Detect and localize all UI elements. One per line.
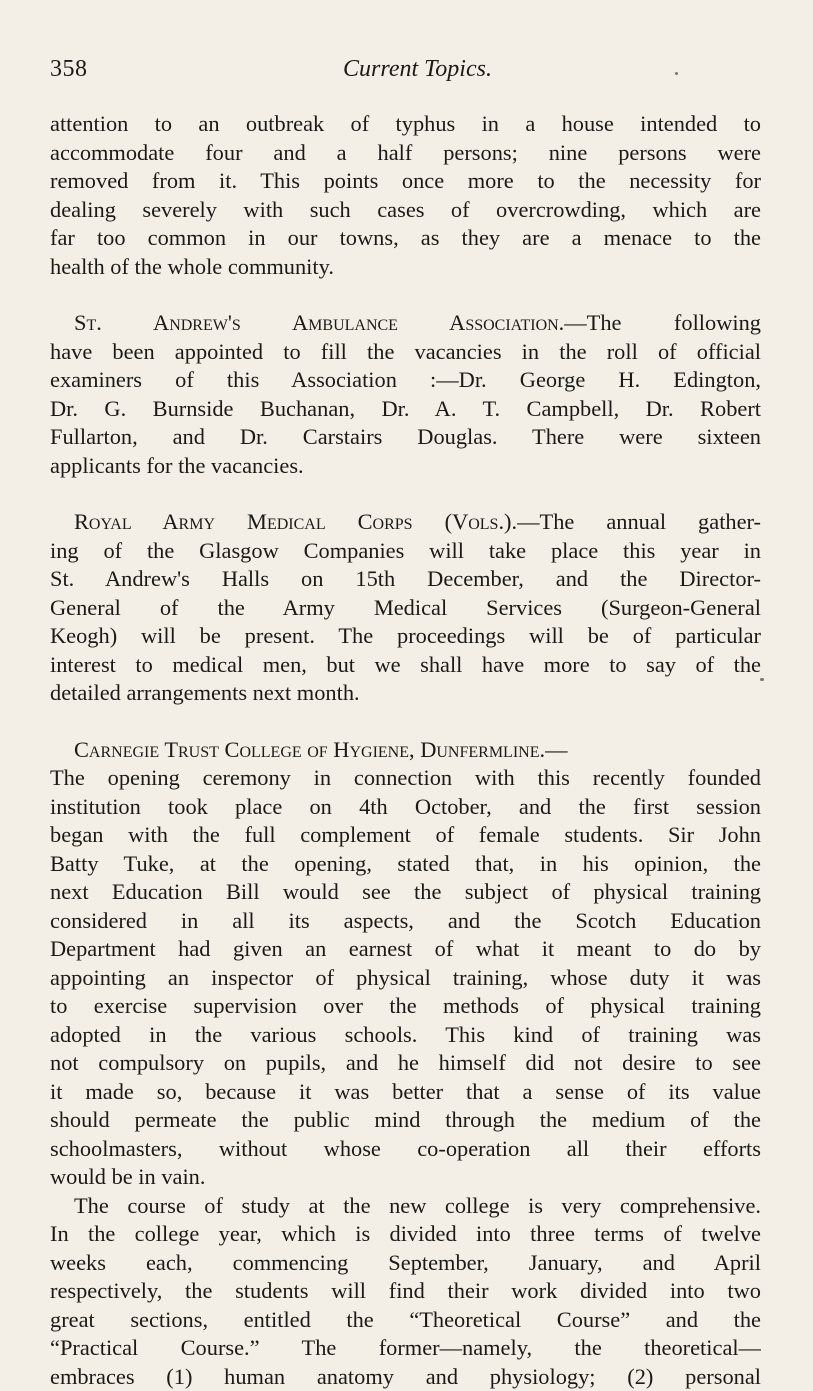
text-run: —The annual gather- [517,509,761,534]
text-line: Department had given an earnest of what it meant to do by [50,935,761,964]
paragraph-gap [50,480,761,508]
paragraph-gap [50,708,761,736]
text-line: embraces (1) human anatomy and physiology; (2) personal [50,1363,761,1391]
text-line: The opening ceremony in connection with this recently founded [50,764,761,793]
text-line: it made so, because it was better that a sense of its value [50,1078,761,1107]
text-line: not compulsory on pupils, and he himself did not desire to see [50,1049,761,1078]
section-heading: St. Andrew's Ambulance Association. [74,310,564,335]
text-line: removed from it. This points once more to the necessity for [50,167,761,196]
text-line: accommodate four and a half persons; nine persons were [50,139,761,168]
text-run: —The following [564,310,761,335]
text-line: applicants for the vacancies. [50,452,761,481]
running-head [50,52,761,92]
paragraph-typhus-outbreak [50,110,761,281]
text-line: The course of study at the new college is very comprehensive. [50,1192,761,1221]
paragraph-army-medical-corps [50,508,761,708]
text-line: examiners of this Association :—Dr. George H. Edington, [50,366,761,395]
ink-speck [760,678,764,681]
text-line: dealing severely with such cases of overcrowding, which are [50,196,761,225]
text-line: Batty Tuke, at the opening, stated that, in his opinion, the [50,850,761,879]
text-line: have been appointed to fill the vacancies in the roll of official [50,338,761,367]
text-line: Fullarton, and Dr. Carstairs Douglas. There were sixteen [50,423,761,452]
text-line: respectively, the students will find their work divided into two [50,1277,761,1306]
text-line: “Practical Course.” The former—namely, the theoretical— [50,1334,761,1363]
text-line: should permeate the public mind through the medium of the [50,1106,761,1135]
text-line: great sections, entitled the “Theoretical Course” and the [50,1306,761,1335]
text-line: began with the full complement of female students. Sir John [50,821,761,850]
text-line: adopted in the various schools. This kind of training was [50,1021,761,1050]
text-line: weeks each, commencing September, January, and April [50,1249,761,1278]
text-line: next Education Bill would see the subject of physical training [50,878,761,907]
paragraph-carnegie-college [50,736,761,1192]
paragraph-course-of-study [50,1192,761,1391]
running-title: Current Topics. [50,56,761,83]
body-text [50,110,761,1391]
text-line: General of the Army Medical Services (Surgeon-General [50,594,761,623]
text-line: far too common in our towns, as they are a menace to the [50,224,761,253]
text-line: considered in all its aspects, and the Scotch Education [50,907,761,936]
text-line: attention to an outbreak of typhus in a house intended to [50,110,761,139]
text-line: ing of the Glasgow Companies will take place this year in [50,537,761,566]
text-line: institution took place on 4th October, and the first session [50,793,761,822]
section-heading: Royal Army Medical Corps (Vols.). [74,509,517,534]
text-line: Keogh) will be present. The proceedings will be of particular [50,622,761,651]
paragraph-ambulance-association [50,309,761,480]
text-line: health of the whole community. [50,253,761,282]
text-line: In the college year, which is divided into three terms of twelve [50,1220,761,1249]
ink-speck [675,72,678,75]
text-run: — [545,737,567,762]
text-line: Dr. G. Burnside Buchanan, Dr. A. T. Campbell, Dr. Robert [50,395,761,424]
page-number: 358 [50,56,88,83]
text-line: interest to medical men, but we shall have more to say of the [50,651,761,680]
text-line: detailed arrangements next month. [50,679,761,708]
paragraph-gap [50,281,761,309]
text-line: to exercise supervision over the methods of physical training [50,992,761,1021]
text-line: St. Andrew's Halls on 15th December, and the Director- [50,565,761,594]
text-line [50,309,761,338]
text-line: schoolmasters, without whose co-operation all their efforts [50,1135,761,1164]
text-line [50,508,761,537]
text-line: appointing an inspector of physical training, whose duty it was [50,964,761,993]
text-line: would be in vain. [50,1163,761,1192]
section-heading: Carnegie Trust College of Hygiene, Dunfermline. [74,737,545,762]
text-line [50,736,761,765]
